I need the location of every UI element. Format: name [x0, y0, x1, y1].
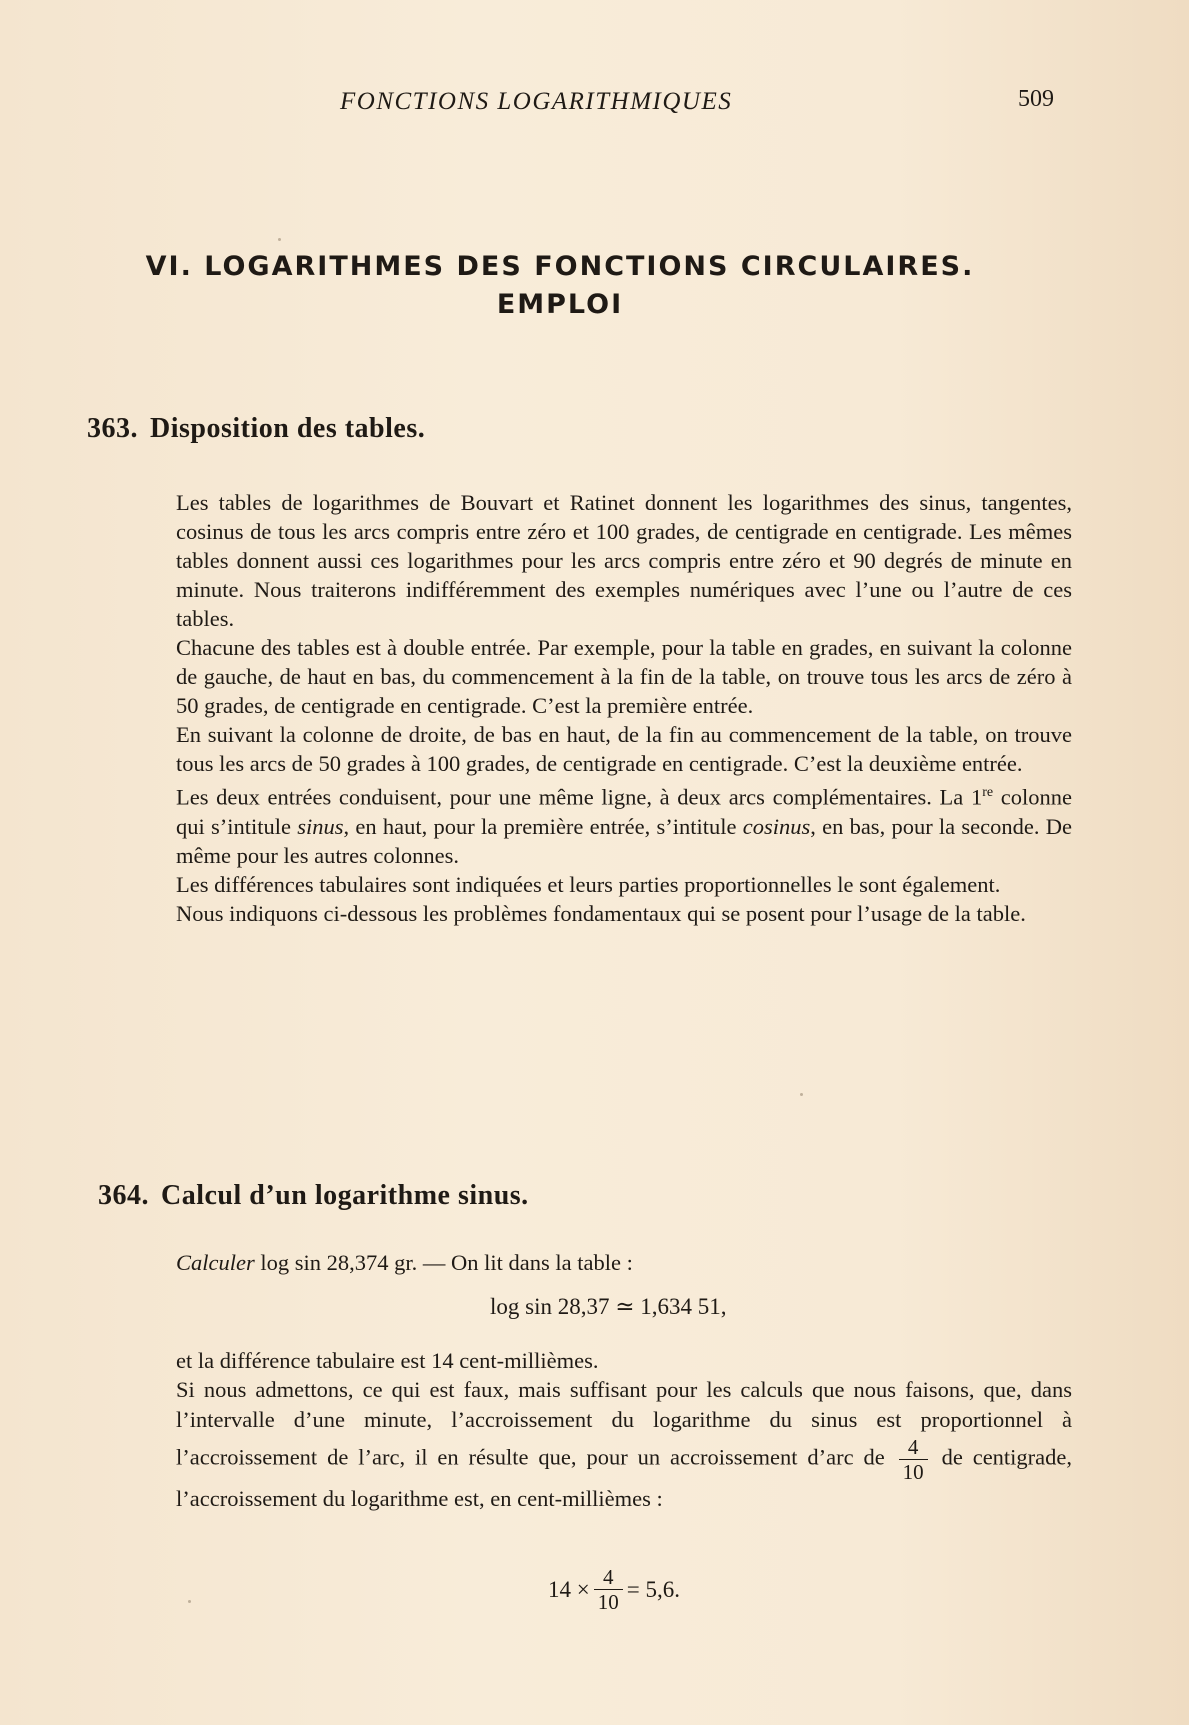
italic-term: cosinus	[742, 813, 811, 839]
fraction	[596, 1565, 621, 1614]
text-run: Les deux entrées conduisent, pour une même ligne, à deux arcs complémentaires. La 1	[176, 784, 983, 810]
formula-log-sin: log sin 28,37 ≃ 1,634 51,	[490, 1294, 727, 1319]
numerator: 4	[907, 1435, 919, 1459]
section-364-body	[176, 1346, 1072, 1514]
section-number: 363.	[87, 413, 138, 444]
denominator: 10	[597, 1590, 619, 1614]
paragraph: Nous indiquons ci-dessous les problèmes fondamentaux qui se posent pour l’usage de la table.	[176, 900, 1026, 926]
paragraph	[176, 778, 1072, 870]
section-title: Disposition des tables.	[150, 413, 426, 444]
formula-product	[548, 1565, 680, 1614]
italic-term: sinus	[297, 813, 344, 839]
text-run: colonne qui s’intitule	[176, 784, 1072, 839]
running-title: FONCTIONS LOGARITHMIQUES	[340, 88, 733, 115]
paper-speck	[278, 238, 281, 241]
section-364-intro	[176, 1248, 1072, 1277]
denominator: 10	[902, 1460, 924, 1484]
chapter-title-line-1: VI. LOGARITHMES DES FONCTIONS CIRCULAIRES.	[145, 251, 975, 282]
section-number: 364.	[98, 1180, 149, 1211]
text-run: , en haut, pour la première entrée, s’intitule	[343, 813, 743, 839]
paragraph: Chacune des tables est à double entrée. Par exemple, pour la table en grades, en suivant la colonne de gauche, de haut en bas, du commencement à la fin de la table, on trouve tous les arcs de zéro à 50 grades, de centigrade en centigrade. C’est la première entrée.	[176, 635, 1072, 718]
fraction	[901, 1435, 926, 1484]
paper-speck	[188, 1600, 191, 1603]
section-364-heading	[98, 1180, 529, 1212]
formula-left: 14 ×	[548, 1576, 590, 1602]
text-run: Si nous admettons, ce qui est faux, mais suffisant pour les calculs que nous faisons, que, dans l’intervalle d’une minute, l’accroissement du logarithme du sinus est proportionnel à l’accroissement de l’arc, il en résulte que, pour un accroissement d’arc de	[176, 1377, 1072, 1470]
text-run: log sin 28,374 gr. — On lit dans la table :	[254, 1250, 633, 1275]
section-363-heading	[87, 413, 425, 445]
numerator: 4	[602, 1565, 614, 1589]
section-363-body	[176, 488, 1072, 928]
paragraph: Les tables de logarithmes de Bouvart et Ratinet donnent les logarithmes des sinus, tangentes, cosinus de tous les arcs compris entre zéro et 100 grades, de centigrade en centigrade. Les mêmes tables donnent aussi ces logarithmes pour les arcs compris entre zéro et 90 degrés de minute en minute. Nous traiterons indifféremment des exemples numériques avec l’une ou l’autre de ces tables.	[176, 490, 1072, 631]
chapter-title	[100, 248, 1020, 324]
paragraph	[176, 1375, 1072, 1514]
chapter-title-line-2: EMPLOI	[496, 289, 624, 320]
paragraph: et la différence tabulaire est 14 cent-millièmes.	[176, 1348, 599, 1373]
superscript: re	[982, 785, 994, 800]
italic-term: Calculer	[176, 1250, 255, 1275]
section-title: Calcul d’un logarithme sinus.	[161, 1180, 529, 1211]
paper-speck	[800, 1093, 803, 1096]
formula-right: = 5,6.	[626, 1576, 680, 1602]
paragraph	[176, 1248, 1072, 1277]
page-number: 509	[1018, 86, 1054, 112]
text-run: , en bas, pour la seconde. De même pour les autres colonnes.	[176, 813, 1072, 868]
paragraph: En suivant la colonne de droite, de bas en haut, de la fin au commencement de la table, on trouve tous les arcs de 50 grades à 100 grades, de centigrade en centigrade. C’est la deuxième entrée.	[176, 722, 1072, 776]
paragraph: Les différences tabulaires sont indiquées et leurs parties proportionnelles le sont également.	[176, 871, 1001, 897]
text-run: de centigrade, l’accroissement du logarithme est, en cent-millièmes :	[176, 1444, 1073, 1511]
